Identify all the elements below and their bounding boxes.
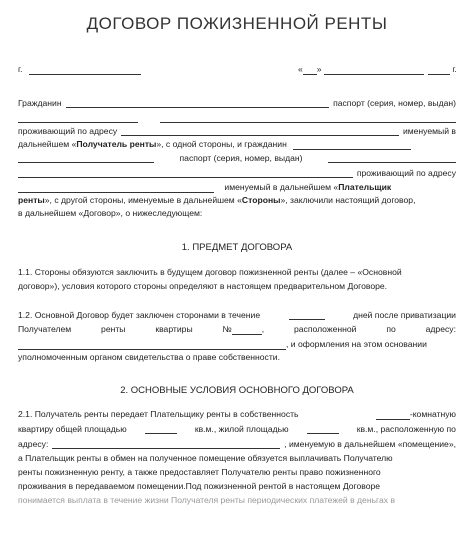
clause-2-1-line7: понимается выплата в течение жизни Получателя ренты периодических платежей в деньгах в: [18, 495, 396, 505]
clause-2-1-line2: квартиру общей площадью кв.м., жилой площадью кв.м., расположенную по: [18, 424, 456, 434]
payer-term: Плательщик: [338, 182, 392, 192]
section1-heading: 1. ПРЕДМЕТ ДОГОВОРА: [181, 242, 293, 253]
citizen2-name-field-b[interactable]: [18, 153, 154, 163]
date-group: « » г.: [298, 64, 457, 74]
city-date-line: [18, 64, 456, 75]
passport1-field-b[interactable]: [160, 113, 456, 123]
living-area-field[interactable]: [307, 424, 339, 434]
clause-2-1-line1: 2.1. Получатель ренты передает Плательщику ренты в собственность -комнатную: [18, 409, 456, 419]
passport2-field-a[interactable]: [328, 153, 456, 163]
clause-2-1-line4: а Плательщик ренты в обмен на полученное помещение обязуется выплачивать Получателю: [18, 453, 393, 463]
citizen2-name-field-a[interactable]: [293, 140, 411, 150]
city-field[interactable]: [29, 65, 141, 75]
city-prefix: г.: [18, 64, 23, 74]
receiver-term: Получатель ренты: [76, 139, 157, 149]
address1-field[interactable]: [121, 126, 399, 136]
clause-1-2-line1: 1.2. Основной Договор будет заключен сторонами в течение дней после приватизации: [18, 310, 456, 320]
citizen1-name-field[interactable]: [66, 98, 329, 108]
party1-line3: проживающий по адресу именуемый в: [18, 126, 456, 136]
clause-2-1-line6: проживания в передаваемом помещении.Под пожизненной рентой в настоящем Договоре: [18, 481, 381, 491]
address2-field[interactable]: [18, 183, 214, 193]
total-area-field[interactable]: [145, 424, 177, 434]
party2-line5: в дальнейшем «Договор», о нижеследующем:: [18, 208, 203, 218]
section2-heading: 2. ОСНОВНЫЕ УСЛОВИЯ ОСНОВНОГО ДОГОВОРА: [120, 385, 354, 396]
party1-line2: [18, 113, 456, 123]
year-field[interactable]: [428, 65, 450, 75]
rooms-count-field[interactable]: [376, 410, 410, 420]
clause-1-1-line2: договор»), условия которого стороны определяют в настоящем предварительном Договоре.: [18, 281, 388, 291]
month-field[interactable]: [324, 65, 424, 75]
day-field[interactable]: [303, 65, 317, 75]
apartment-number-field[interactable]: [232, 325, 262, 335]
clause-1-2-line3: , и оформления на этом основании: [18, 339, 456, 350]
sides-term: Стороны: [241, 195, 281, 205]
clause-1-2-line4: уполномоченным органом свидетельства о праве собственности.: [18, 352, 280, 362]
property-address-field[interactable]: [52, 439, 280, 449]
party2-line1: паспорт (серия, номер, выдан): [18, 153, 456, 164]
party2-line4: ренты», с другой стороны, именуемые в дальнейшем «Стороны», заключили настоящий договор,: [18, 195, 416, 205]
clause-1-2-line2: Получателем ренты квартиры № , расположенной по адресу:: [18, 324, 456, 334]
party2-line3: именуемый в дальнейшем «Плательщик: [18, 182, 456, 193]
passport1-field-a[interactable]: [18, 113, 138, 123]
apartment-address-field[interactable]: [18, 340, 286, 350]
party2-line2: проживающий по адресу: [18, 168, 456, 179]
document-title: ДОГОВОР ПОЖИЗНЕННОЙ РЕНТЫ: [86, 14, 388, 33]
clause-2-1-line5: ренты пожизненную ренту, а также предоставляет Получателю ренты право пожизненного: [18, 467, 381, 477]
days-field[interactable]: [289, 310, 325, 320]
party1-line1: Гражданин паспорт (серия, номер, выдан): [18, 98, 456, 108]
clause-2-1-line3: адресу: , именуемую в дальнейшем «помещение»,: [18, 439, 456, 449]
clause-1-1-line1: 1.1. Стороны обязуются заключить в будущем договор пожизненной ренты (далее – «Основной: [18, 267, 402, 277]
passport2-field-b[interactable]: [18, 168, 353, 178]
party1-line4: дальнейшем «Получатель ренты», с одной стороны, и гражданин: [18, 139, 456, 150]
